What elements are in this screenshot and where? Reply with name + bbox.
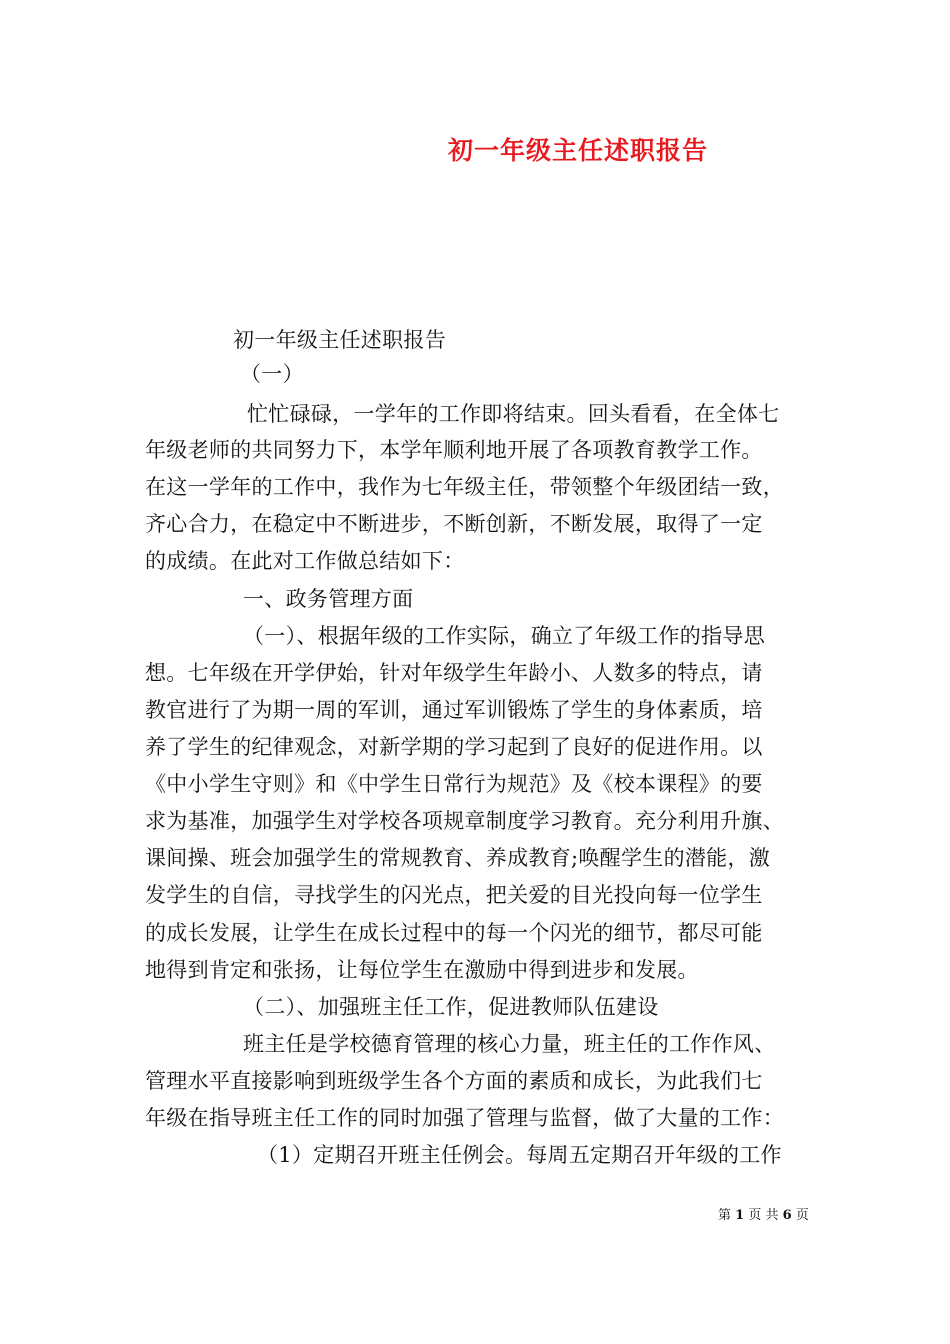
- paragraph-line: 地得到肯定和张扬，让每位学生在激励中得到进步和发展。: [145, 958, 699, 982]
- footer-middle: 页 共: [748, 1208, 779, 1223]
- paragraph-line: （一）、根据年级的工作实际，确立了年级工作的指导思: [243, 624, 765, 648]
- page-footer: [718, 1204, 809, 1223]
- paragraph-line: 的成绩。在此对工作做总结如下：: [145, 549, 465, 573]
- paragraph-line: 养了学生的纪律观念，对新学期的学习起到了良好的促进作用。以: [145, 735, 763, 759]
- section-heading: （二）、加强班主任工作，促进教师队伍建设: [243, 995, 659, 1019]
- footer-current-page: 1: [735, 1208, 745, 1223]
- paragraph-line: 的成长发展，让学生在成长过程中的每一个闪光的细节，都尽可能: [145, 921, 763, 945]
- page-title: 初一年级主任述职报告: [448, 136, 709, 165]
- paragraph-line: 教官进行了为期一周的军训，通过军训锻炼了学生的身体素质，培: [145, 698, 763, 722]
- paragraph-line: 求为基准，加强学生对学校各项规章制度学习教育。充分利用升旗、: [145, 809, 784, 833]
- footer-total-pages: 6: [782, 1208, 792, 1223]
- paragraph-line: 班主任是学校德育管理的核心力量，班主任的工作作风、: [243, 1032, 776, 1056]
- paragraph-line: 课间操、班会加强学生的常规教育、养成教育;唤醒学生的潜能，激: [145, 846, 771, 870]
- paragraph-line: 年级老师的共同努力下，本学年顺利地开展了各项教育教学工作。: [145, 438, 763, 462]
- paragraph-line: 在这一学年的工作中，我作为七年级主任，带领整个年级团结一致，: [145, 475, 784, 499]
- paragraph-line: 发学生的自信，寻找学生的闪光点，把关爱的目光投向每一位学生: [145, 883, 763, 907]
- paragraph-line: 忙忙碌碌，一学年的工作即将结束。回头看看，在全体七: [247, 402, 780, 426]
- section-number: （一）: [240, 362, 304, 386]
- paragraph-line: 管理水平直接影响到班级学生各个方面的素质和成长，为此我们七: [145, 1069, 763, 1093]
- paragraph-line: （1）定期召开班主任例会。每周五定期召开年级的工作: [257, 1143, 782, 1167]
- section-heading: 一、政务管理方面: [243, 587, 414, 611]
- footer-suffix: 页: [795, 1208, 809, 1223]
- body-heading: 初一年级主任述职报告: [233, 328, 446, 352]
- footer-prefix: 第: [718, 1208, 732, 1223]
- paragraph-line: 齐心合力，在稳定中不断进步，不断创新，不断发展，取得了一定: [145, 512, 763, 536]
- paragraph-line: 年级在指导班主任工作的同时加强了管理与监督，做了大量的工作：: [145, 1106, 784, 1130]
- paragraph-line: 《中小学生守则》和《中学生日常行为规范》及《校本课程》的要: [145, 772, 763, 796]
- paragraph-line: 想。七年级在开学伊始，针对年级学生年龄小、人数多的特点，请: [145, 661, 763, 685]
